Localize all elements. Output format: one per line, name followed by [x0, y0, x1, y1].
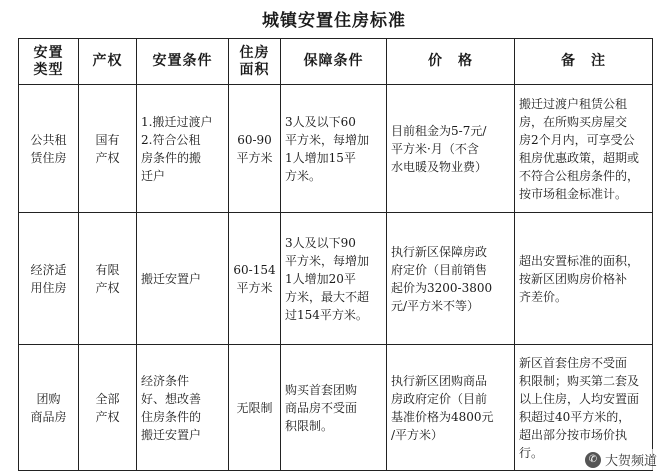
header-line: 保障条件: [303, 53, 364, 69]
housing-standard-table: [18, 38, 653, 471]
cell-line: 平方米: [236, 280, 273, 295]
cell-line: 房2个月内，可享受公: [519, 132, 635, 147]
cell-line: 产权: [95, 409, 120, 424]
cell-line: 赁住房: [30, 150, 67, 165]
cell-line: 房条件的搬: [141, 150, 202, 165]
cell-guarantee: [281, 345, 387, 471]
cell-line: 积限制；购买第二套及: [519, 373, 640, 388]
cell-line: 商品房: [30, 409, 67, 424]
cell-guarantee: [281, 85, 387, 213]
header-line: 住房: [239, 44, 270, 61]
cell-line: 搬迁安置户: [141, 271, 202, 286]
cell-line: 平方米·月（不含: [391, 141, 479, 156]
cell-line: 租房优惠政策，超期或: [519, 150, 640, 165]
cell-line: 经济适: [30, 262, 67, 277]
header-line: 备 注: [561, 53, 606, 69]
cell-line: 用住房: [30, 280, 67, 295]
header-line: 产权: [92, 53, 123, 69]
cell-line: 房，在所购买房屋交: [519, 114, 628, 129]
header-price: [387, 39, 515, 85]
cell-line: 好、想改善: [141, 391, 202, 406]
cell-line: 过154平方米。: [285, 307, 368, 322]
cell-line: 有限: [95, 262, 120, 277]
header-line: 类型: [33, 61, 64, 78]
table-row: [19, 85, 653, 213]
table-row: [19, 345, 653, 471]
cell-line: 方米。: [285, 168, 322, 183]
header-area: [229, 39, 281, 85]
cell-line: 积限制。: [285, 418, 334, 433]
header-line: 安置: [33, 44, 64, 61]
cell-line: 60-154: [233, 262, 276, 277]
cell-line: 不符合公租房条件的，: [519, 168, 640, 183]
cell-line: 元/平方米不等）: [391, 298, 480, 313]
header-line: 面积: [239, 61, 270, 78]
cell-line: 1人增加20平: [285, 271, 356, 286]
cell-line: 执行新区团购商品: [391, 373, 488, 388]
cell-line: 齐差价。: [519, 289, 568, 304]
cell-line: 按市场租金标准计。: [519, 186, 628, 201]
cell-type: [19, 85, 79, 213]
cell-line: 房政府定价（目前: [391, 391, 488, 406]
cell-price: [387, 85, 515, 213]
cell-note: [515, 85, 653, 213]
cell-line: 平方米: [236, 150, 273, 165]
cell-line: 超出安置标准的面积，: [519, 253, 640, 268]
cell-line: 以上住房，人均安置面: [519, 391, 640, 406]
cell-line: 国有: [95, 132, 120, 147]
cell-condition: [137, 213, 229, 345]
cell-line: 行。: [519, 445, 544, 460]
header-note: [515, 39, 653, 85]
cell-ownership: [79, 345, 137, 471]
cell-condition: [137, 85, 229, 213]
header-condition: [137, 39, 229, 85]
cell-price: [387, 345, 515, 471]
cell-line: 1人增加15平: [285, 150, 356, 165]
cell-line: 住房条件的: [141, 409, 202, 424]
cell-line: 水电暖及物业费）: [391, 159, 488, 174]
cell-line: 府定价（目前销售: [391, 262, 488, 277]
cell-line: 按新区团购房价格补: [519, 271, 628, 286]
cell-line: 目前租金为5-7元/: [391, 123, 487, 138]
cell-line: 起价为3200-3800: [391, 280, 493, 295]
cell-line: 经济条件: [141, 373, 190, 388]
cell-line: 3人及以下60: [285, 114, 356, 129]
header-type: [19, 39, 79, 85]
cell-line: 商品房不受面: [285, 400, 358, 415]
cell-line: 迁户: [141, 168, 166, 183]
cell-line: 全部: [95, 391, 120, 406]
cell-line: 基准价格为4800元: [391, 409, 494, 424]
cell-area: [229, 213, 281, 345]
cell-line: 平方米，每增加: [285, 132, 370, 147]
cell-line: 平方米，每增加: [285, 253, 370, 268]
cell-type: [19, 345, 79, 471]
cell-line: 产权: [95, 280, 120, 295]
cell-line: 超出部分按市场价执: [519, 427, 628, 442]
cell-line: 购买首套团购: [285, 382, 358, 397]
cell-condition: [137, 345, 229, 471]
cell-guarantee: [281, 213, 387, 345]
header-guarantee: [281, 39, 387, 85]
cell-line: 搬迁安置户: [141, 427, 202, 442]
cell-ownership: [79, 213, 137, 345]
cell-line: 公共租: [30, 132, 67, 147]
table-row: [19, 213, 653, 345]
cell-type: [19, 213, 79, 345]
cell-line: 团购: [36, 391, 61, 406]
cell-line: 新区首套住房不受面: [519, 355, 628, 370]
watermark-text: 大贺频道: [604, 454, 657, 469]
cell-line: 60-90: [237, 132, 272, 147]
cell-line: 1.搬迁过渡户: [141, 114, 213, 129]
cell-ownership: [79, 85, 137, 213]
cell-area: [229, 85, 281, 213]
cell-line: 方米，最大不超: [285, 289, 370, 304]
cell-line: 执行新区保障房政: [391, 244, 488, 259]
cell-price: [387, 213, 515, 345]
cell-line: 积超过40平方米的，: [519, 409, 631, 424]
wechat-icon: ✆: [585, 452, 601, 468]
cell-line: 搬迁过渡户租赁公租: [519, 96, 628, 111]
cell-area: [229, 345, 281, 471]
cell-note: [515, 213, 653, 345]
cell-line: 无限制: [236, 400, 273, 415]
cell-line: 2.符合公租: [141, 132, 201, 147]
header-line: 价 格: [428, 53, 473, 69]
cell-line: 产权: [95, 150, 120, 165]
watermark: [582, 449, 660, 470]
cell-line: /平方米）: [391, 427, 444, 442]
header-row: [19, 39, 653, 85]
header-ownership: [79, 39, 137, 85]
document-title: 城镇安置住房标准: [262, 11, 406, 31]
cell-line: 3人及以下90: [285, 235, 356, 250]
header-line: 安置条件: [152, 53, 213, 69]
